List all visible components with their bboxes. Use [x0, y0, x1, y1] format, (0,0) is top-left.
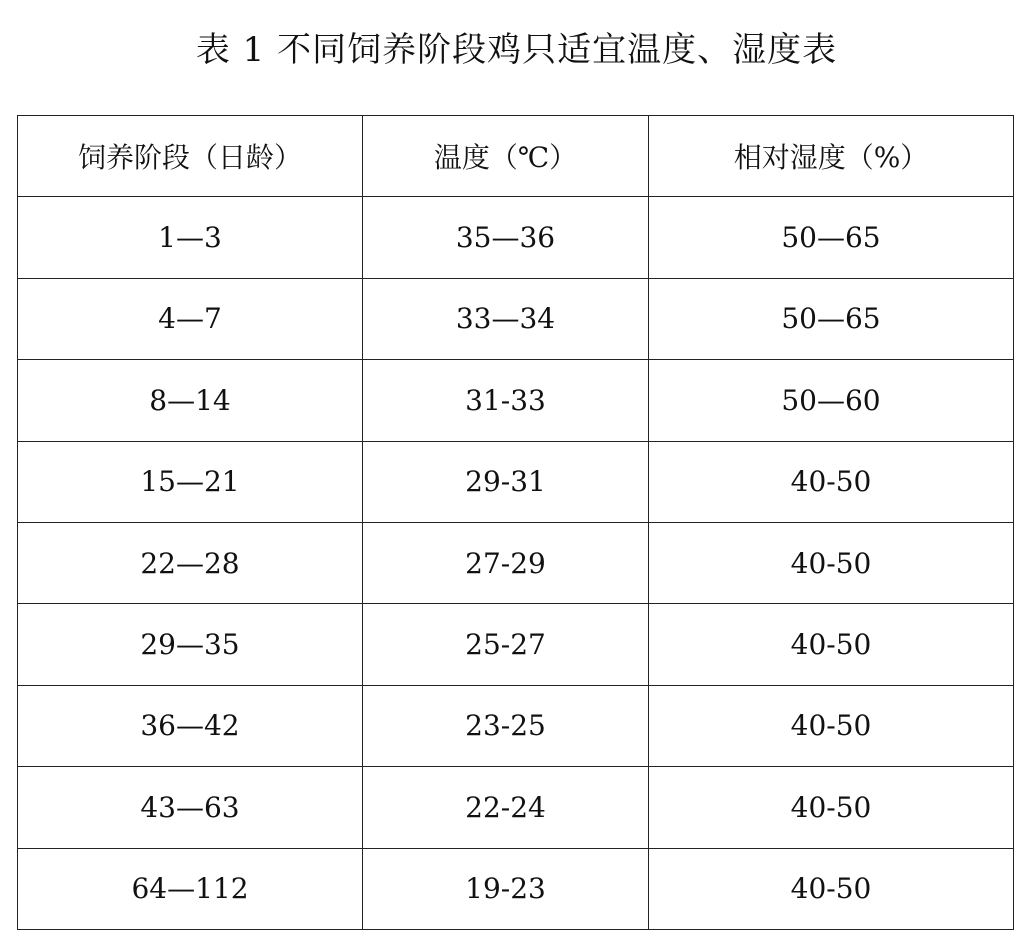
cell-humidity: 40-50 [649, 767, 1014, 848]
cell-humidity: 40-50 [649, 441, 1014, 522]
cell-humidity: 40-50 [649, 604, 1014, 685]
cell-temperature: 33—34 [363, 278, 649, 359]
table-row [18, 278, 1014, 359]
cell-stage: 29—35 [18, 604, 363, 685]
cell-temperature: 22-24 [363, 767, 649, 848]
cell-humidity: 40-50 [649, 522, 1014, 603]
cell-stage: 4—7 [18, 278, 363, 359]
header-cell-temperature: 温度（℃） [363, 116, 649, 197]
cell-temperature: 29-31 [363, 441, 649, 522]
cell-humidity: 50—60 [649, 360, 1014, 441]
cell-stage: 8—14 [18, 360, 363, 441]
header-cell-stage: 饲养阶段（日龄） [18, 116, 363, 197]
table-row [18, 685, 1014, 766]
table-row [18, 767, 1014, 848]
cell-stage: 64—112 [18, 848, 363, 929]
table-row [18, 522, 1014, 603]
cell-temperature: 25-27 [363, 604, 649, 685]
cell-temperature: 27-29 [363, 522, 649, 603]
table-title: 表 1 不同饲养阶段鸡只适宜温度、湿度表 [195, 30, 838, 70]
cell-stage: 15—21 [18, 441, 363, 522]
cell-stage: 1—3 [18, 197, 363, 278]
cell-temperature: 23-25 [363, 685, 649, 766]
cell-humidity: 50—65 [649, 197, 1014, 278]
cell-humidity: 40-50 [649, 685, 1014, 766]
cell-stage: 36—42 [18, 685, 363, 766]
cell-stage: 43—63 [18, 767, 363, 848]
cell-temperature: 31-33 [363, 360, 649, 441]
table-row [18, 604, 1014, 685]
table-row [18, 441, 1014, 522]
cell-temperature: 19-23 [363, 848, 649, 929]
cell-humidity: 40-50 [649, 848, 1014, 929]
cell-stage: 22—28 [18, 522, 363, 603]
cell-temperature: 35—36 [363, 197, 649, 278]
table-row [18, 360, 1014, 441]
cell-humidity: 50—65 [649, 278, 1014, 359]
header-cell-humidity: 相对湿度（%） [649, 116, 1014, 197]
temperature-humidity-table [17, 115, 1014, 930]
header-row [18, 116, 1014, 197]
table-row [18, 848, 1014, 929]
table-row [18, 197, 1014, 278]
